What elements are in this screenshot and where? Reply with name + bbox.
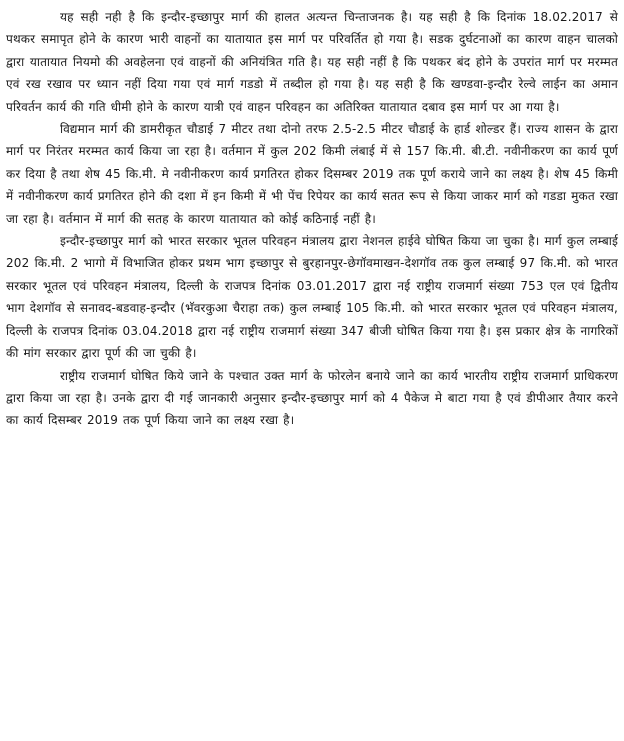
paragraph-road-condition: यह सही नही है कि इन्दौर-इच्छापुर मार्ग की हालत अत्यन्त चिन्ताजनक है। यह सही है कि दिनांक 18.02.2017 से पथकर समापृत होने के कारण भारी वाहनों का यातायात इस मार्ग पर परिवर्तित हो गया है। सडक दुर्घटनाओं का कारण वाहन चालको द्वारा यातायात नियमो की अवहेलना एवं वाहनों की अनियंत्रित गति है। यह सही नहीं है कि पथकर बंद होने के उपरांत मार्ग पर मरम्मत एवं रख रखाव पर ध्यान नहीं दिया गया एवं मार्ग गडडो में तब्दील हो गया है। यह सही है कि खण्डवा-इन्दौर रेल्वे लाईन का अमान परिवर्तन कार्य की गति धीमी होने के कारण यात्री एवं वाहन परिवहन का अतिरिक्त यातायात दबाव इस मार्ग पर आ गया है। [6, 10, 618, 114]
paragraph-four-lane: राष्ट्रीय राजमार्ग घोषित किये जाने के पश्चात उक्त मार्ग के फोरलेन बनाये जाने का कार्य भारतीय राष्ट्रीय राजमार्ग प्राधिकरण द्वारा किया जा रहा है। उनके द्वारा दी गई जानकारी अनुसार इन्दौर-इच्छापुर मार्ग को 4 पैकेज मे बाटा गया है एवं डीपीआर तैयार करने का कार्य दिसम्बर 2019 तक पूर्ण किया जाने का लक्ष्य रखा है। [6, 368, 618, 428]
paragraph-road-width-repair: विद्यमान मार्ग की डामरीकृत चौडाई 7 मीटर तथा दोनो तरफ 2.5-2.5 मीटर चौडाई के हार्ड शोल्डर हैं। राज्य शासन के द्वारा मार्ग पर निरंतर मरम्मत कार्य किया जा रहा है। वर्तमान में कुल 202 किमी लंबाई में से 157 कि.मी. बी.टी. नवीनीकरण का कार्य पूर्ण कर दिया है तथा शेष 45 कि.मी. मे नवीनीकरण कार्य प्रगतिरत होकर दिसम्बर 2019 तक पूर्ण कराये जाने का लक्ष्य है। शेष 45 किमी में नवीनीकरण कार्य प्रगतिरत होने की दशा में इन किमी में भी पेंच रिपेयर का कार्य सतत रूप से किया जाकर मार्ग को गडडा मुकत रखा जा रहा है। वर्तमान में मार्ग की सतह के कारण यातायात को कोई कठिनाई नहीं है। [6, 122, 618, 226]
paragraph-national-highway: इन्दौर-इच्छापुर मार्ग को भारत सरकार भूतल परिवहन मंत्रालय द्वारा नेशनल हाईवे घोषित किया जा चुका है। मार्ग कुल लम्बाई 202 कि.मी. 2 भागो में विभाजित होकर प्रथम भाग इच्छापुर से बुरहानपुर-छेगॉवमाखन-देशगॉव तक कुल लम्बाई 97 कि.मी. को भारत सरकार भूतल एवं परिवहन मंत्रालय, दिल्ली के राजपत्र दिनांक 03.01.2017 द्वारा नई राष्ट्रीय राजमार्ग संख्या 753 एल एवं द्वितीय भाग देशगॉव से सनावद-बडवाह-इन्दौर (भॅवरकुआ चैराहा तक) कुल लम्बाई 105 कि.मी. को भारत सरकार भूतल एवं परिवहन मंत्रालय, दिल्ली के राजपत्र दिनांक 03.04.2018 द्वारा नई राष्ट्रीय राजमार्ग संख्या 347 बीजी घोषित किया गया है। इस प्रकार क्षेत्र के नागरिकों की मांग सरकार द्वारा पूर्ण की जा चुकी है। [6, 234, 618, 361]
